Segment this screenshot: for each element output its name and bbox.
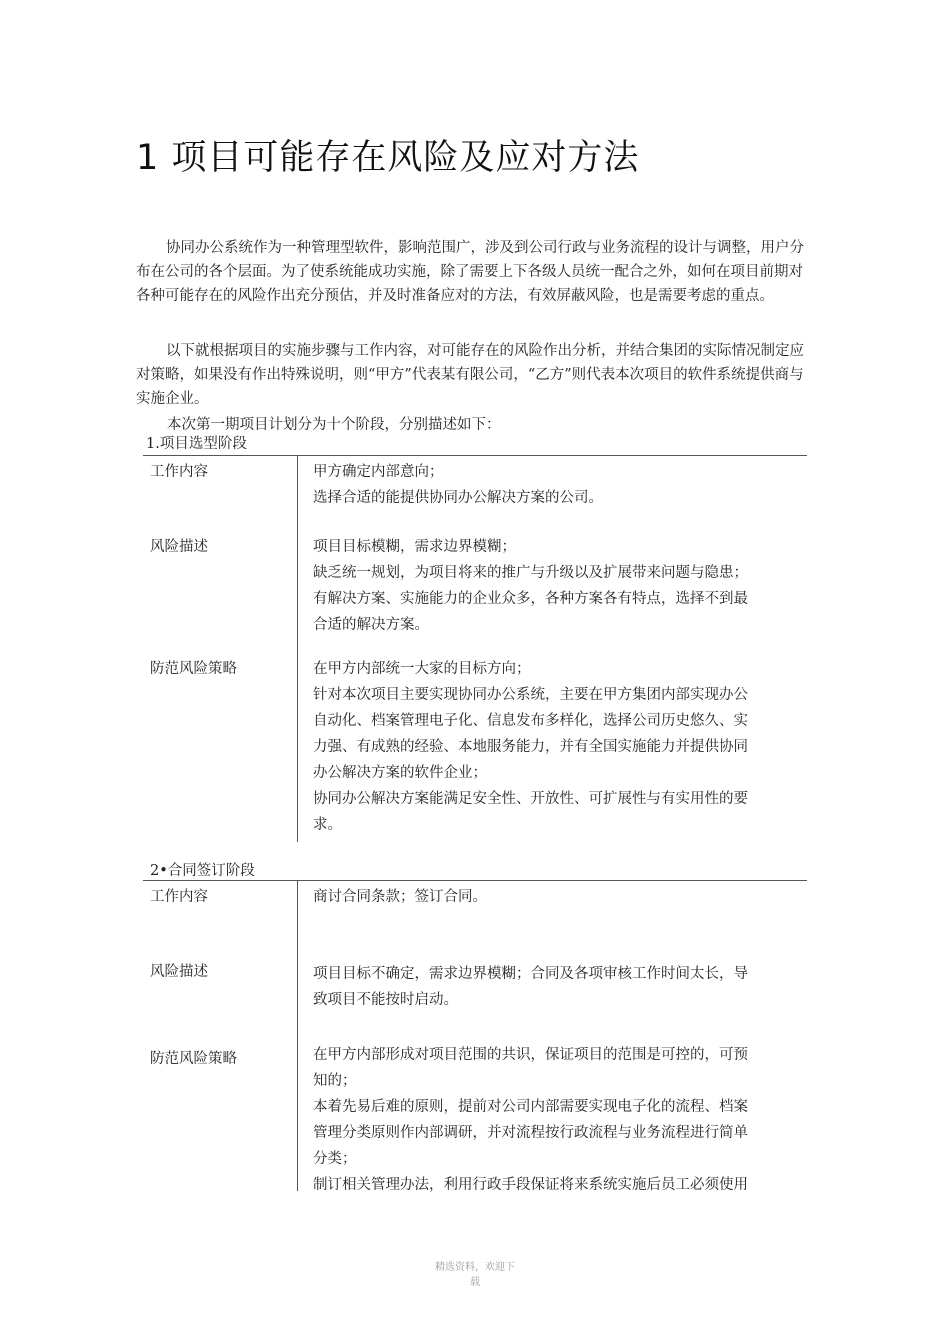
label-strategy-1: 防范风险策略 [150, 661, 237, 677]
section-1-column-divider [297, 456, 298, 842]
label-strategy-2: 防范风险策略 [150, 1051, 237, 1067]
text-line: 商讨合同条款；签订合同。 [313, 889, 487, 905]
text-line: 在甲方内部形成对项目范围的共识，保证项目的范围是可控的，可预 [313, 1047, 748, 1063]
text-line: 选择合适的能提供协同办公解决方案的公司。 [313, 490, 603, 506]
text-line: 项目目标不确定，需求边界模糊；合同及各项审核工作时间太长，导 [313, 966, 748, 982]
page-footer [0, 1260, 950, 1290]
content-risk-2 [313, 961, 798, 1013]
text-line: 有解决方案、实施能力的企业众多，各种方案各有特点，选择不到最 [313, 591, 748, 607]
paragraph-2: 以下就根据项目的实施步骤与工作内容，对可能存在的风险作出分析，并结合集团的实际情况制定应对策略，如果没有作出特殊说明，则“甲方”代表某有限公司，“乙方”则代表本次项目的软件系统提供商与实施企业。 [136, 343, 804, 407]
text-line: 本着先易后难的原则，提前对公司内部需要实现电子化的流程、档案 [313, 1099, 748, 1115]
text-line: 甲方确定内部意向； [313, 464, 444, 480]
content-work-1 [313, 459, 798, 511]
page-title: 1 项目可能存在风险及应对方法 [136, 138, 640, 178]
content-work-2 [313, 884, 798, 910]
label-work-2: 工作内容 [150, 889, 208, 905]
section-2-top-rule [143, 880, 807, 881]
text-line: 合适的解决方案。 [313, 617, 429, 633]
section-1-top-rule [143, 455, 807, 456]
content-strategy-2 [313, 1042, 798, 1198]
text-line: 项目目标模糊，需求边界模糊； [313, 539, 516, 555]
text-line: 针对本次项目主要实现协同办公系统，主要在甲方集团内部实现办公 [313, 687, 748, 703]
paragraph-1: 协同办公系统作为一种管理型软件，影响范围广，涉及到公司行政与业务流程的设计与调整，用户分布在公司的各个层面。为了使系统能成功实施，除了需要上下各级人员统一配合之外，如何在项目前期对各种可能存在的风险作出充分预估，并及时准备应对的方法，有效屏蔽风险，也是需要考虑的重点。 [136, 240, 804, 304]
footer-line: 精选资料，欢迎下 [435, 1262, 515, 1273]
stage-intro: 本次第一期项目计划分为十个阶段，分别描述如下： [167, 417, 501, 433]
label-risk-2: 风险描述 [150, 964, 208, 980]
text-line: 分类； [313, 1151, 357, 1167]
text-line: 知的； [313, 1073, 357, 1089]
text-line: 协同办公解决方案能满足安全性、开放性、可扩展性与有实用性的要 [313, 791, 748, 807]
section-2-column-divider [297, 881, 298, 1191]
text-line: 制订相关管理办法，利用行政手段保证将来系统实施后员工必须使用 [313, 1177, 748, 1193]
text-line: 管理分类原则作内部调研，并对流程按行政流程与业务流程进行简单 [313, 1125, 748, 1141]
section-title-2: 2•合同签订阶段 [150, 863, 255, 879]
content-strategy-1 [313, 656, 798, 838]
text-line: 自动化、档案管理电子化、信息发布多样化，选择公司历史悠久、实 [313, 713, 748, 729]
content-risk-1 [313, 534, 798, 638]
section-title-1: 1.项目选型阶段 [146, 436, 247, 452]
text-line: 力强、有成熟的经验、本地服务能力，并有全国实施能力并提供协同 [313, 739, 748, 755]
label-risk-1: 风险描述 [150, 539, 208, 555]
text-line: 缺乏统一规划，为项目将来的推广与升级以及扩展带来问题与隐患； [313, 565, 748, 581]
text-line: 致项目不能按时启动。 [313, 992, 458, 1008]
text-line: 求。 [313, 817, 342, 833]
text-line: 办公解决方案的软件企业； [313, 765, 487, 781]
footer-line: 载 [470, 1277, 480, 1288]
text-line: 在甲方内部统一大家的目标方向； [313, 661, 531, 677]
label-work-1: 工作内容 [150, 464, 208, 480]
